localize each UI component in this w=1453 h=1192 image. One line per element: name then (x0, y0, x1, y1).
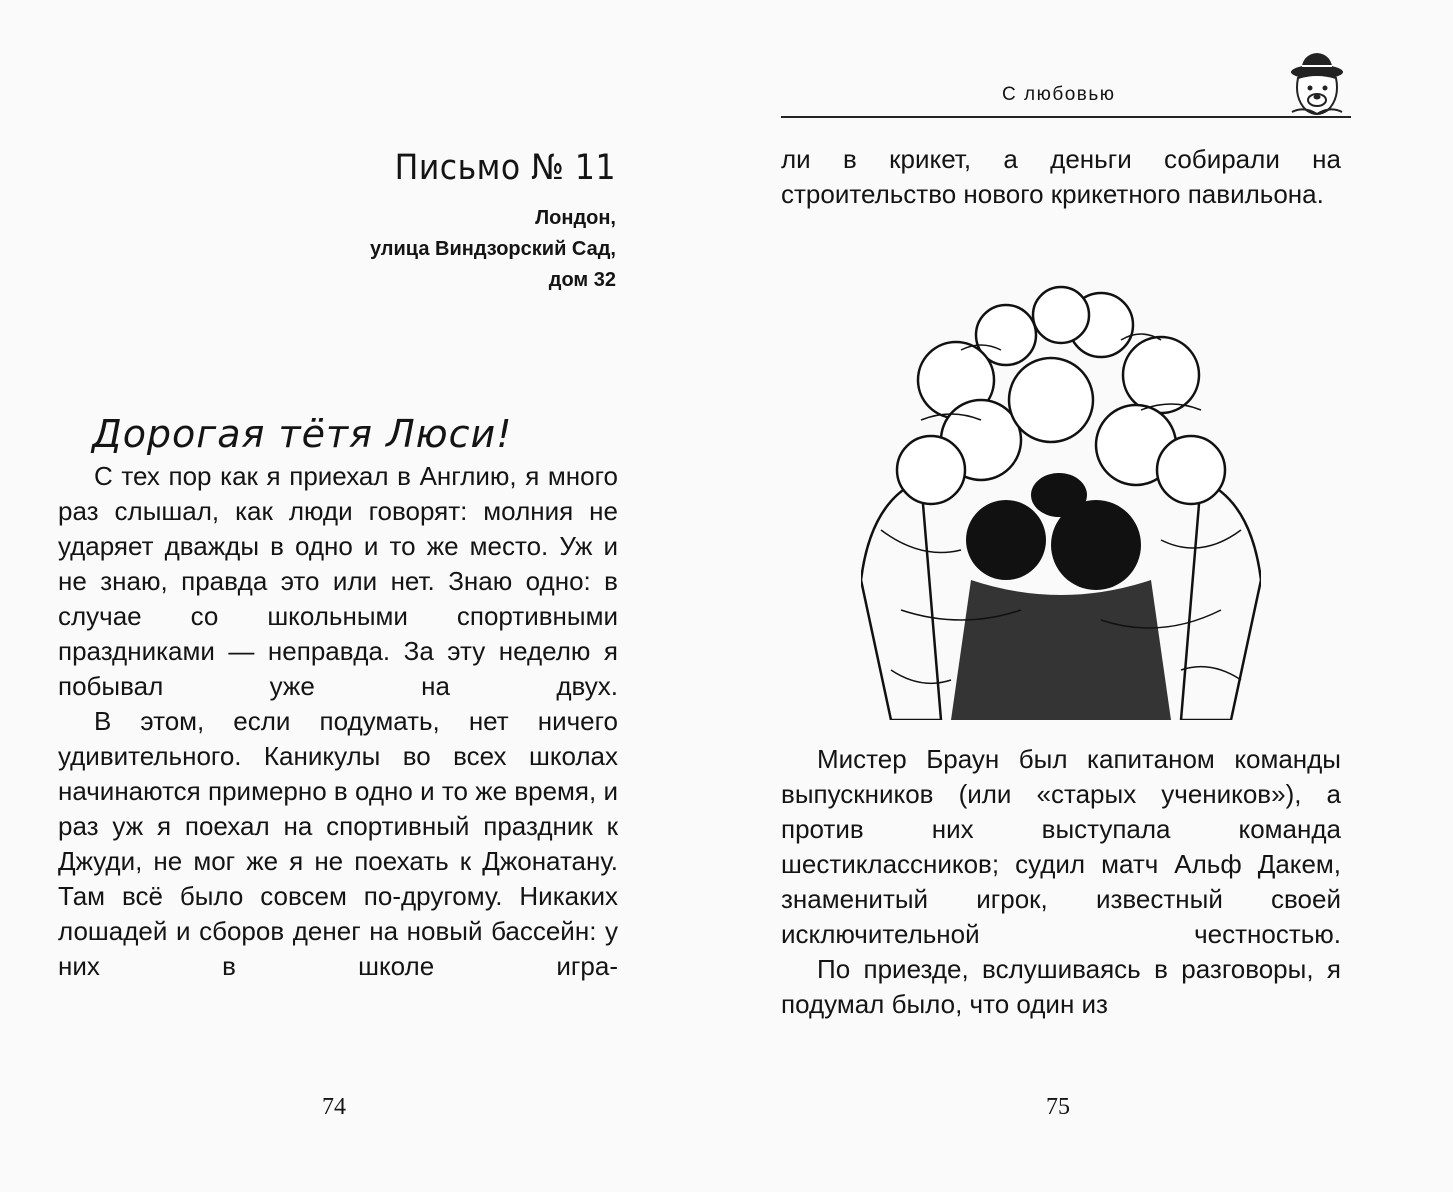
crowd-of-boys-illustration (861, 280, 1261, 720)
left-page (0, 0, 726, 1192)
letter-title: Письмо № 11 (394, 148, 616, 188)
greeting-heading: Дорогая тётя Люси! (92, 412, 513, 456)
left-body-text (58, 459, 618, 984)
paragraph: По приезде, вслушиваясь в разговоры, я подумал было, что один из (781, 954, 1341, 1019)
paragraph: В этом, если подумать, нет ничего удивительного. Каникулы во всех школах начинаются примерно в одно и то же время, и раз уж я поехал на спортивный праздник к Джуди, не мог же я не поехать к Джонатану. Там всё было совсем по-другому. Никаких лошадей и сборов денег на новый бассейн: у них в школе игра- (58, 706, 618, 981)
bear-in-hat-icon (1284, 50, 1350, 120)
right-top-text (781, 142, 1341, 212)
right-page (726, 0, 1453, 1192)
page-number-right: 75 (1046, 1094, 1070, 1120)
address-line-house: дом 32 (548, 269, 616, 291)
running-head-rule (781, 116, 1351, 118)
address-block (196, 203, 616, 296)
paragraph: С тех пор как я приехал в Англию, я много раз слышал, как люди говорят: молния не ударяет дважды в одно и то же место. Уж и не знаю, правда это или нет. Знаю одно: в случае со школьными спортивными праздниками — неправда. За эту неделю я побывал уже на двух. (58, 461, 618, 701)
paragraph: ли в крикет, а деньги собирали на строительство нового крикетного павильона. (781, 144, 1341, 209)
page-number-left: 74 (322, 1094, 346, 1120)
address-line-street: улица Виндзорский Сад, (369, 238, 616, 260)
right-bottom-text (781, 742, 1341, 1022)
paragraph: Мистер Браун был капитаном команды выпускников (или «старых учеников»), а против них выступала команда шестиклассников; судил матч Альф Дакем, знаменитый игрок, известный своей исключительной честностью. (781, 744, 1341, 949)
address-line-city: Лондон, (535, 207, 616, 229)
running-head: С любовью (1002, 84, 1116, 105)
